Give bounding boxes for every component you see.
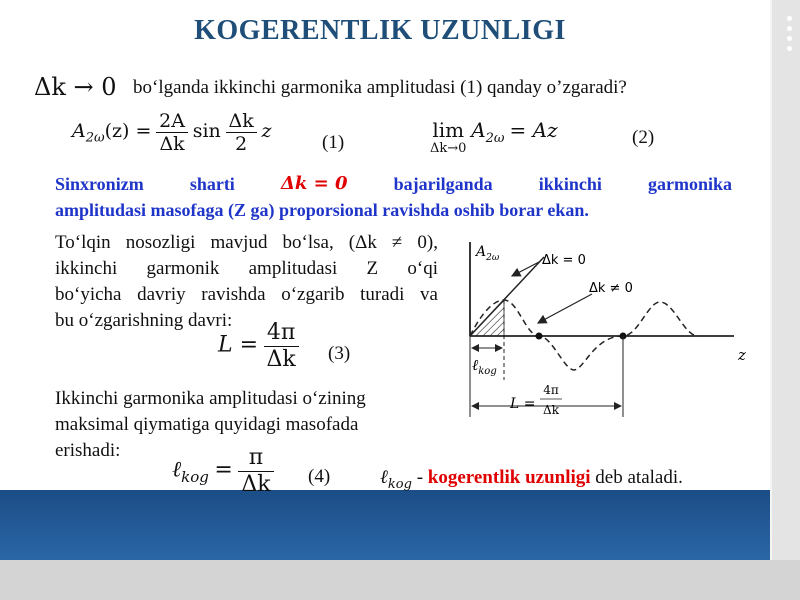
- L-num: 4π: [543, 383, 559, 397]
- L-den: Δk: [543, 403, 559, 417]
- question-text: bo‘lganda ikkinchi garmonika amplitudasi (1) qanday o’zgaradi?: [133, 77, 627, 98]
- dkn0-label: Δk ≠ 0: [589, 281, 633, 296]
- para2-line-3: erishadi:: [55, 440, 121, 461]
- blue-statement-line-2: amplitudasi masofaga (Z ga) proporsional ravishda oshib borar ekan.: [55, 200, 589, 220]
- equation-3: L = $\frac{4\pi}{\Delta k}$: [218, 320, 299, 373]
- para2-line-2: maksimal qiymatiga quyidagi masofada: [55, 414, 359, 435]
- eq4-label: (4): [308, 466, 331, 487]
- slide-title: KOGERENTLIK UZUNLIGI: [194, 15, 566, 46]
- definition-line: ℓ$_{kog}$ - kogerentlik uzunligi deb ataladi.: [380, 466, 683, 492]
- equation-4: ℓ$_{kog}$ = $\frac{\pi}{\Delta k}$: [172, 445, 274, 498]
- eq3-label: (3): [328, 343, 351, 364]
- linear-growth-line: [470, 257, 544, 336]
- para1-line-3: bo‘yicha davriy ravishda o‘zgarib turadi va: [55, 284, 438, 305]
- zero-crossing-dot: [536, 333, 543, 340]
- y-axis-label: $A_{2\omega}$: [476, 244, 500, 263]
- para1-line-4: bu o‘zgarishning davri:: [55, 310, 233, 331]
- lkog-label: ℓ$_{kog}$: [472, 356, 497, 377]
- para1-line-2: ikkinchi garmonik amplitudasi Z o‘qi: [55, 258, 438, 279]
- para2-line-1: Ikkinchi garmonika amplitudasi o‘zining: [55, 388, 366, 409]
- L-label: L =: [510, 396, 536, 412]
- dkn0-pointer: [538, 294, 592, 323]
- para1-line-1: To‘lqin nosozligi mavjud bo‘lsa, (Δk ≠ 0),: [55, 232, 438, 253]
- equation-1: $A_{2\omega}(z)$ = $\frac{2A}{\Delta k}$ sin $\frac{\Delta k}{2}$ z: [72, 110, 272, 155]
- dk0-label: Δk = 0: [542, 253, 586, 268]
- eq2-label: (2): [632, 127, 655, 148]
- z-axis-label: z: [738, 346, 746, 364]
- condition-math: Δk → 0: [34, 73, 117, 101]
- blue-statement-line-1: Sinxronizm sharti Δk = 0 bajarilganda ikkinchi garmonika: [55, 173, 732, 194]
- dots-decor: [787, 16, 792, 56]
- footer-band: [0, 490, 770, 560]
- bottom-strip: [0, 560, 800, 600]
- equation-2: lim Δk→0 $A_{2\omega} = Az$: [430, 118, 558, 156]
- amplitude-figure: [452, 232, 770, 437]
- eq1-label: (1): [322, 132, 345, 153]
- right-decor-strip: [770, 0, 800, 560]
- dk0-pointer: [512, 262, 539, 276]
